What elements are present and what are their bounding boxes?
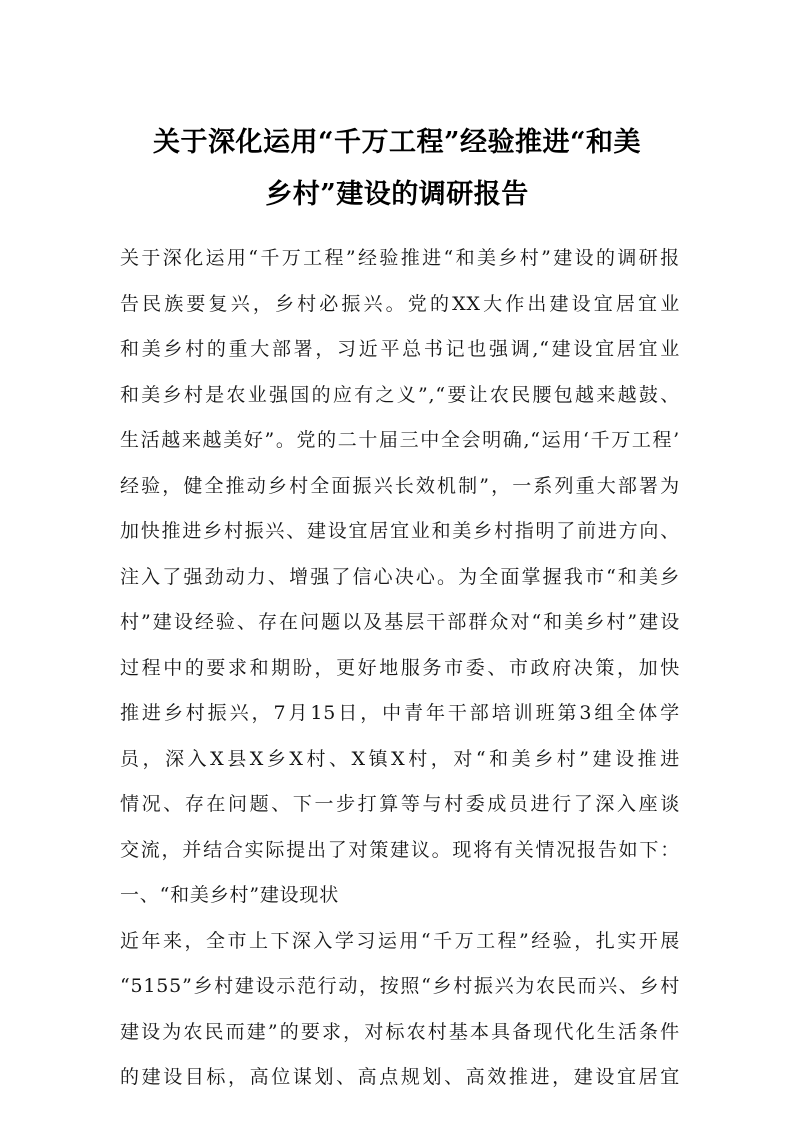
- document-title: [120, 117, 674, 221]
- body-line: 告民族要复兴，乡村必振兴。党的XX大作出建设宜居宜业: [120, 292, 680, 315]
- body-line: 交流，并结合实际提出了对策建议。现将有关情况报告如下：: [120, 838, 680, 861]
- body-line: 过程中的要求和期盼，更好地服务市委、市政府决策，加快: [120, 656, 680, 679]
- document-body: [120, 236, 680, 1101]
- body-line: 情况、存在问题、下一步打算等与村委成员进行了深入座谈: [120, 793, 680, 815]
- body-line: 近年来，全市上下深入学习运用“千万工程”经验，扎实开展: [120, 929, 680, 952]
- section-heading: 一、“和美乡村”建设现状: [120, 884, 340, 906]
- body-line: 员，深入X县X乡X村、X镇X村，对“和美乡村”建设推进: [120, 747, 680, 770]
- body-line: 村”建设经验、存在问题以及基层干部群众对“和美乡村”建设: [120, 611, 680, 633]
- title-line: 关于深化运用“千万工程”经验推进“和美: [152, 127, 642, 158]
- body-line: 生活越来越美好”。党的二十届三中全会明确,“运用‘千万工程’: [120, 429, 680, 451]
- body-line: “5155”乡村建设示范行动，按照“乡村振兴为农民而兴、乡村: [120, 975, 680, 997]
- body-line: 关于深化运用“千万工程”经验推进“和美乡村”建设的调研报: [120, 247, 680, 269]
- body-line: 和美乡村的重大部署，习近平总书记也强调,“建设宜居宜业: [120, 338, 680, 360]
- body-line: 注入了强劲动力、增强了信心决心。为全面掌握我市“和美乡: [120, 565, 680, 588]
- body-line: 建设为农民而建”的要求，对标农村基本具备现代化生活条件: [120, 1020, 680, 1043]
- body-line: 推进乡村振兴，7月15日，中青年干部培训班第3组全体学: [120, 702, 680, 724]
- body-line: 的建设目标，高位谋划、高点规划、高效推进，建设宜居宜: [120, 1066, 680, 1088]
- body-line: 经验，健全推动乡村全面振兴长效机制”，一系列重大部署为: [120, 474, 680, 497]
- body-line: 和美乡村是农业强国的应有之义”,“要让农民腰包越来越鼓、: [120, 383, 680, 406]
- body-line: 加快推进乡村振兴、建设宜居宜业和美乡村指明了前进方向、: [120, 520, 680, 542]
- title-line: 乡村”建设的调研报告: [265, 179, 529, 210]
